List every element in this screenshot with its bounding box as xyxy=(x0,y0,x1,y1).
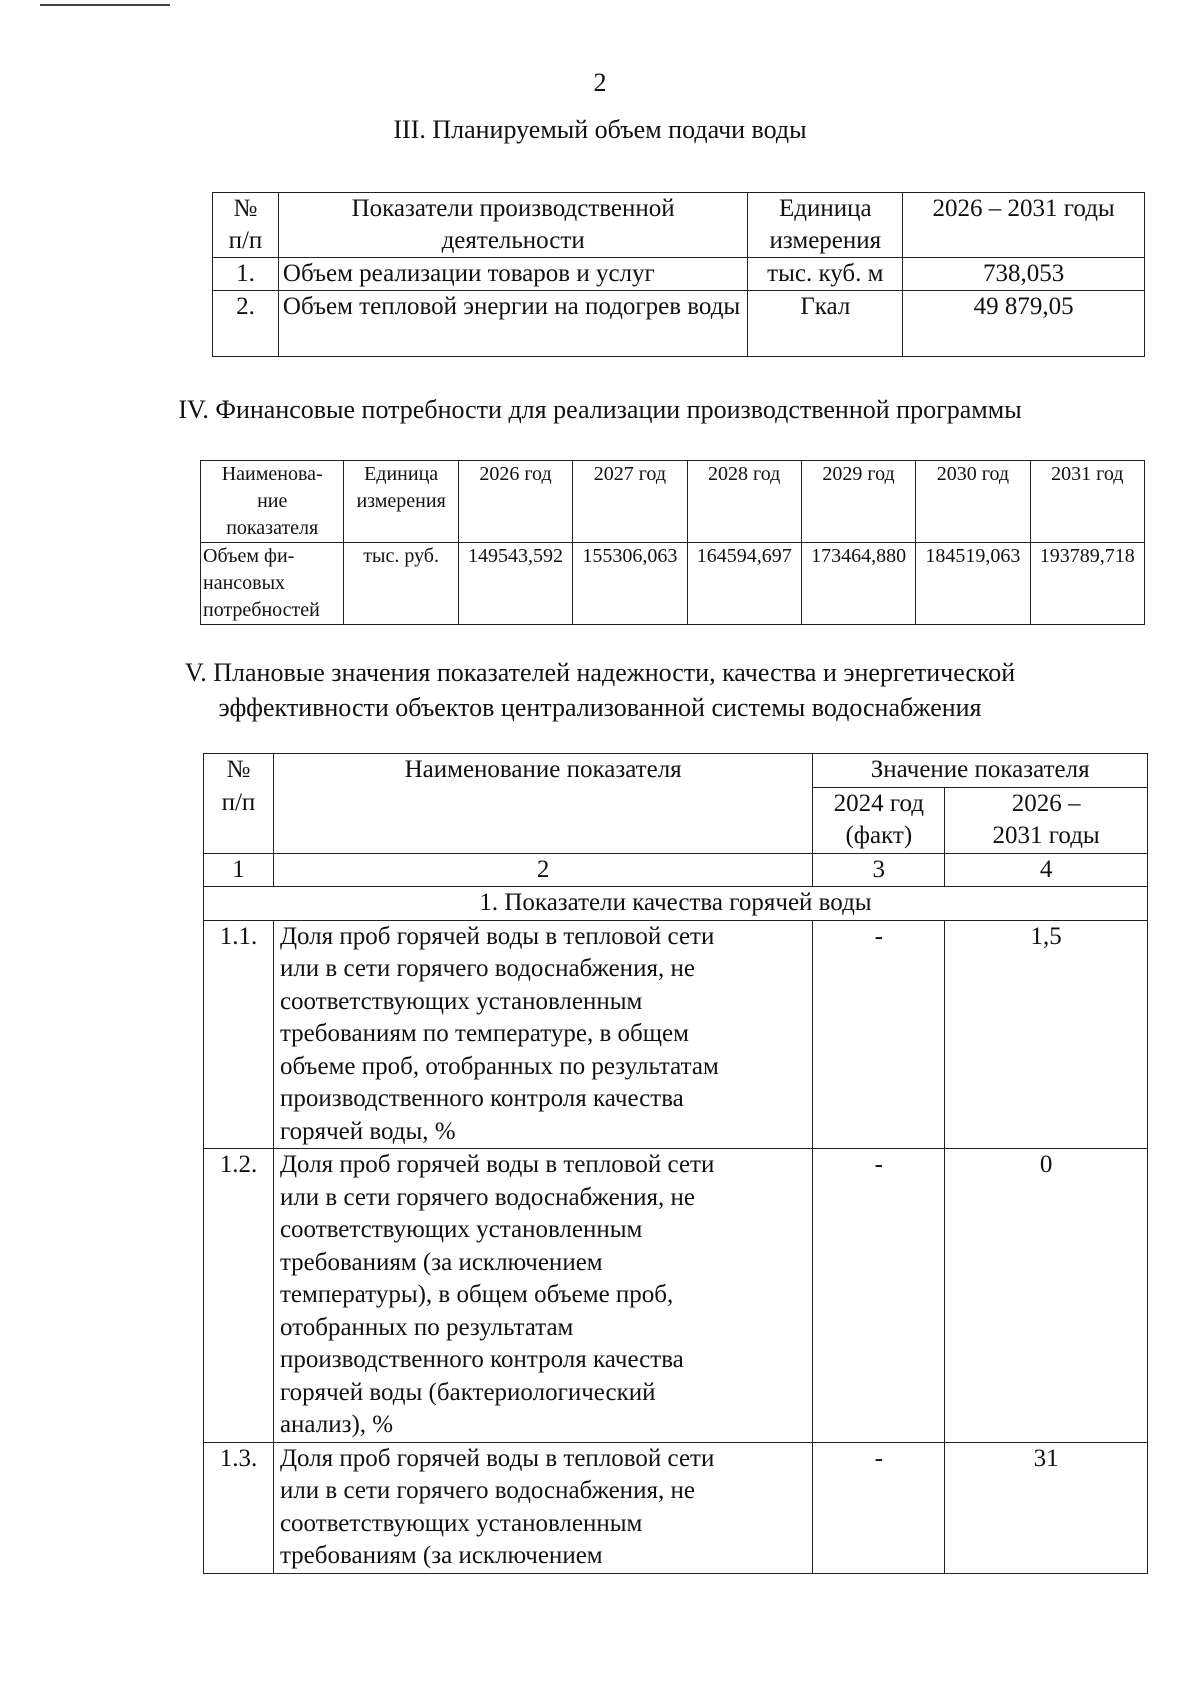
row-name: Доля проб горячей воды в тепловой сети или в сети горячего водоснабжения, не соответствующих установленным требованиям по температуре, в общем объеме проб, отобранных по результатам производственного контроля качества горячей воды, % xyxy=(273,920,812,1149)
section4-title: IV. Финансовые потребности для реализации производственной программы xyxy=(178,395,1022,424)
row-unit: тыс. руб. xyxy=(344,543,458,625)
header-period: 2026 – 2031 годы xyxy=(903,193,1145,258)
row-name: Объем тепловой энергии на подогрев воды xyxy=(278,291,747,357)
row-name: Объем реализации товаров и услуг xyxy=(278,258,747,291)
header-unit: Единица измерения xyxy=(344,461,458,543)
column-number: 2 xyxy=(273,853,812,887)
section4-table xyxy=(200,460,1145,625)
corner-rule xyxy=(40,4,170,6)
column-number: 3 xyxy=(813,853,945,887)
row-num: 1.3. xyxy=(204,1442,274,1573)
header-num: № п/п xyxy=(213,193,279,258)
header-num: № п/п xyxy=(204,754,274,854)
row-num: 1. xyxy=(213,258,279,291)
row-num: 1.1. xyxy=(204,920,274,1149)
row-value: 49 879,05 xyxy=(903,291,1145,357)
row-value: 193789,718 xyxy=(1030,543,1144,625)
column-number: 4 xyxy=(945,853,1148,887)
table-row xyxy=(204,1149,1148,1443)
row-name: Доля проб горячей воды в тепловой сети или в сети горячего водоснабжения, не соответствующих установленным требованиям (за исключением температуры), в общем объеме проб, отобранных по результатам производственного контроля качества горячей воды (бактериологический анализ), % xyxy=(273,1149,812,1443)
header-year: 2030 год xyxy=(916,461,1030,543)
header-year: 2028 год xyxy=(687,461,801,543)
header-name: Наименова- ние показателя xyxy=(201,461,344,543)
table-header-row xyxy=(201,461,1145,543)
page-number: 2 xyxy=(593,68,607,97)
table-header-row xyxy=(213,193,1145,258)
row-name: Объем фи- нансовых потребностей xyxy=(201,543,344,625)
row-unit: Гкал xyxy=(748,291,903,357)
row-value: 738,053 xyxy=(903,258,1145,291)
table-row xyxy=(213,291,1145,357)
table-row xyxy=(204,1442,1148,1573)
row-unit: тыс. куб. м xyxy=(748,258,903,291)
row-fact: - xyxy=(813,1442,945,1573)
table-header-row xyxy=(204,754,1148,788)
header-unit: Единица измерения xyxy=(748,193,903,258)
section5-table xyxy=(203,753,1148,1574)
header-year: 2027 год xyxy=(573,461,687,543)
row-fact: - xyxy=(813,920,945,1149)
row-num: 2. xyxy=(213,291,279,357)
column-number: 1 xyxy=(204,853,274,887)
header-value-group: Значение показателя xyxy=(813,754,1148,788)
header-name: Показатели производственной деятельности xyxy=(278,193,747,258)
table-row xyxy=(204,920,1148,1149)
row-num: 1.2. xyxy=(204,1149,274,1443)
table-row xyxy=(201,543,1145,625)
section3-title: III. Планируемый объем подачи воды xyxy=(393,115,807,144)
header-year: 2026 год xyxy=(458,461,572,543)
row-value: 184519,063 xyxy=(916,543,1030,625)
group-title: 1. Показатели качества горячей воды xyxy=(204,887,1148,921)
row-name: Доля проб горячей воды в тепловой сети или в сети горячего водоснабжения, не соответствующих установленным требованиям (за исключением xyxy=(273,1442,812,1573)
row-fact: - xyxy=(813,1149,945,1443)
header-year: 2031 год xyxy=(1030,461,1144,543)
row-value: 155306,063 xyxy=(573,543,687,625)
group-row xyxy=(204,887,1148,921)
row-value: 149543,592 xyxy=(458,543,572,625)
row-value: 31 xyxy=(945,1442,1148,1573)
section3-table xyxy=(212,192,1145,357)
header-period: 2026 – 2031 годы xyxy=(945,787,1148,853)
row-value: 173464,880 xyxy=(801,543,915,625)
section5-title: V. Плановые значения показателей надежности, качества и энергетической эффективности объектов централизованной системы водоснабжения xyxy=(184,658,1016,722)
row-value: 164594,697 xyxy=(687,543,801,625)
header-name: Наименование показателя xyxy=(273,754,812,854)
header-year: 2029 год xyxy=(801,461,915,543)
header-2024: 2024 год (факт) xyxy=(813,787,945,853)
column-number-row xyxy=(204,853,1148,887)
row-value: 0 xyxy=(945,1149,1148,1443)
table-row xyxy=(213,258,1145,291)
row-value: 1,5 xyxy=(945,920,1148,1149)
